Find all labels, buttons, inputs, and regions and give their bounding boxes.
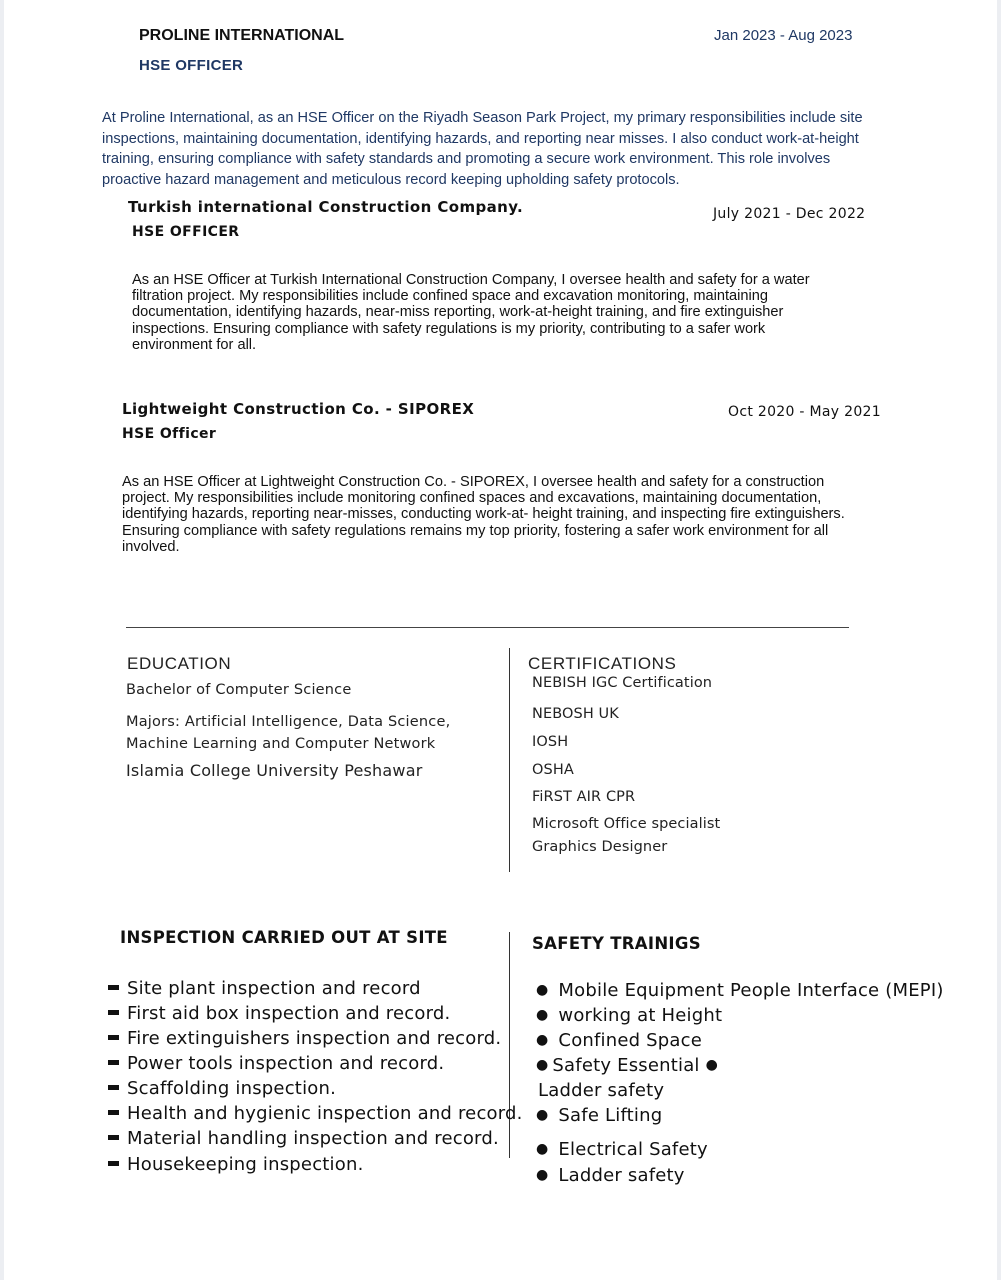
inspection-item: First aid box inspection and record. (108, 1003, 450, 1024)
education-majors: Machine Learning and Computer Network (126, 736, 436, 752)
education-majors: Majors: Artificial Intelligence, Data Science, (126, 714, 451, 730)
training-item: ● Ladder safety (536, 1165, 685, 1186)
training-item: ● Mobile Equipment People Interface (MEPI) (536, 980, 944, 1001)
job-role: HSE Officer (122, 426, 217, 442)
dash-bullet-icon (108, 1110, 119, 1115)
bullet-icon: ● (536, 1167, 549, 1183)
bullet-icon: ● (536, 1057, 549, 1073)
job-description: At Proline International, as an HSE Officer on the Riyadh Season Park Project, my primary responsibilities include site inspections, maintaining documentation, identifying hazards, and reporting near misses. I also conduct work-at-height training, ensuring compliance with safety standards and promoting a secure work environment. This role involves proactive hazard management and meticulous record keeping upholding safety protocols. (102, 110, 863, 188)
job-dates: Jan 2023 - Aug 2023 (714, 27, 853, 44)
page-border-right (997, 0, 1001, 1280)
training-item: ● Confined Space (536, 1030, 703, 1051)
job-dates: Oct 2020 - May 2021 (728, 404, 881, 420)
training-item: ● Electrical Safety (536, 1139, 708, 1160)
job-company: Lightweight Construction Co. - SIPOREX (122, 400, 475, 418)
bullet-icon: ● (536, 982, 549, 998)
inspection-item: Scaffolding inspection. (108, 1078, 336, 1099)
certifications-heading: CERTIFICATIONS (528, 654, 677, 673)
job-role: HSE OFFICER (139, 57, 244, 74)
dash-bullet-icon (108, 1135, 119, 1140)
bullet-icon: ● (536, 1141, 549, 1157)
job-description: As an HSE Officer at Turkish International Construction Company, I oversee health and safety for a water filtration project. My responsibilities include confined space and excavation monitoring, maintaining documentation, identifying hazards, near-miss reporting, work-at-height training, and fire extinguisher inspections. Ensuring compliance with safety regulations is my priority, contributing to a safer work environment for all. (132, 272, 810, 353)
certification-item: NEBISH IGC Certification (532, 675, 713, 691)
section-divider (126, 627, 849, 628)
training-item: ● working at Height (536, 1005, 723, 1026)
certification-item: NEBOSH UK (532, 706, 619, 722)
job-description: As an HSE Officer at Lightweight Construction Co. - SIPOREX, I oversee health and safety for a construction project. My responsibilities include monitoring confined spaces and excavations, maintaining documentation, identifying hazards, reporting near-misses, conducting work-at- height training, and inspecting fire extinguishers. Ensuring compliance with safety regulations remains my top priority, fostering a safer work environment for all involved. (122, 474, 845, 555)
dash-bullet-icon (108, 1060, 119, 1065)
bullet-icon: ● (536, 1032, 549, 1048)
column-divider (509, 932, 510, 1158)
inspection-item: Power tools inspection and record. (108, 1053, 444, 1074)
inspection-item: Fire extinguishers inspection and record. (108, 1028, 501, 1049)
page-border-left (0, 0, 4, 1280)
job-company: PROLINE INTERNATIONAL (139, 27, 345, 44)
certification-item: OSHA (532, 762, 574, 778)
inspection-heading: INSPECTION CARRIED OUT AT SITE (120, 928, 448, 947)
training-item: Ladder safety (538, 1080, 665, 1101)
inspection-item: Site plant inspection and record (108, 978, 421, 999)
column-divider (509, 648, 510, 872)
bullet-icon: ● (705, 1057, 719, 1073)
certification-item: IOSH (532, 734, 569, 750)
dash-bullet-icon (108, 1161, 119, 1166)
certification-item: Microsoft Office specialist (532, 816, 721, 832)
dash-bullet-icon (108, 1085, 119, 1090)
education-school: Islamia College University Peshawar (126, 761, 423, 780)
dash-bullet-icon (108, 1035, 119, 1040)
certification-item: Graphics Designer (532, 839, 668, 855)
bullet-icon: ● (536, 1107, 549, 1123)
trainings-heading: SAFETY TRAINIGS (532, 934, 701, 953)
training-item: ● Safe Lifting (536, 1105, 663, 1126)
dash-bullet-icon (108, 985, 119, 990)
dash-bullet-icon (108, 1010, 119, 1015)
training-item: ● Safety Essential ● (536, 1055, 719, 1076)
job-dates: July 2021 - Dec 2022 (713, 206, 866, 222)
bullet-icon: ● (536, 1007, 549, 1023)
inspection-item: Housekeeping inspection. (108, 1154, 364, 1175)
education-heading: EDUCATION (127, 654, 232, 673)
education-degree: Bachelor of Computer Science (126, 682, 352, 698)
inspection-item: Health and hygienic inspection and record. (108, 1103, 523, 1124)
job-role: HSE OFFICER (132, 224, 240, 240)
certification-item: FiRST AIR CPR (532, 789, 636, 805)
inspection-item: Material handling inspection and record. (108, 1128, 499, 1149)
job-company: Turkish international Construction Company. (128, 198, 524, 216)
